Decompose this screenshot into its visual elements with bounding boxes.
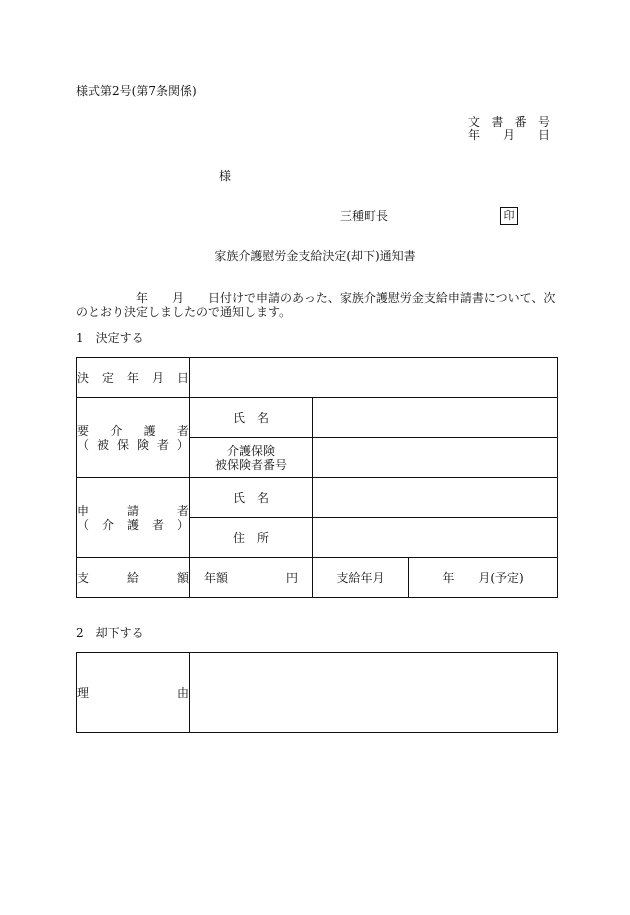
date-day-label: 日 [537,128,550,142]
recipient-name-value[interactable] [313,398,558,438]
caregiver-label: （ 介 護 者 ） [77,517,189,532]
address-value[interactable] [313,518,558,558]
payment-month-value[interactable]: 年 月(予定) [409,558,558,598]
yen-label: 円 [285,570,298,585]
payment-month-label: 支給年月 [313,558,409,598]
issuer-name: 三種町長 [340,209,389,223]
decision-date-value[interactable] [190,358,558,398]
date-line [468,128,550,142]
applicant-name-value[interactable] [313,478,558,518]
date-year-label: 年 [468,128,481,142]
reason-label-cell [77,653,190,733]
recipient-suffix: 様 [219,169,232,183]
decision-date-label-cell [77,358,190,398]
reason-label: 理 由 [77,685,189,700]
body-line-1: 年 月 日付けで申請のあった、家族介護慰労金支給申請書について、次 [76,291,556,305]
section-1-heading: 1 決定する [76,331,144,345]
applicant-label: 申 請 者 [77,503,189,518]
document-number-text: 文 書 番 号 [468,115,550,129]
document-title: 家族介護慰労金支給決定(却下)通知書 [214,249,416,263]
seal-mark: 印 [500,207,518,225]
document-number-label [468,115,550,129]
recipient-name-label: 氏 名 [190,398,313,438]
reason-value[interactable] [190,653,558,733]
date-month-label: 月 [502,128,515,142]
insurance-label-line-1: 介護保険 [226,443,275,458]
decision-date-label: 決 定 年 月 日 [77,370,189,385]
applicant-name-label: 氏 名 [190,478,313,518]
care-recipient-label-cell [77,398,190,478]
rejection-table [76,652,558,733]
amount-label: 支 給 額 [77,570,189,585]
annual-amount-label: 年額 [204,570,229,585]
insured-label: （ 被 保 険 者 ） [77,437,189,452]
insurance-number-value[interactable] [313,438,558,478]
care-recipient-label: 要 介 護 者 [77,423,189,438]
address-label: 住 所 [190,518,313,558]
amount-label-cell [77,558,190,598]
decision-table [76,357,558,598]
insurance-label-line-2: 被保険者番号 [214,457,287,472]
applicant-label-cell [77,478,190,558]
section-2-heading: 2 却下する [76,626,144,640]
annual-amount-cell[interactable] [190,558,313,598]
body-paragraph [76,291,556,319]
body-line-2: のとおり決定しましたので通知します。 [76,305,292,319]
insurance-number-label-cell [190,438,313,478]
form-number: 様式第2号(第7条関係) [76,84,197,98]
